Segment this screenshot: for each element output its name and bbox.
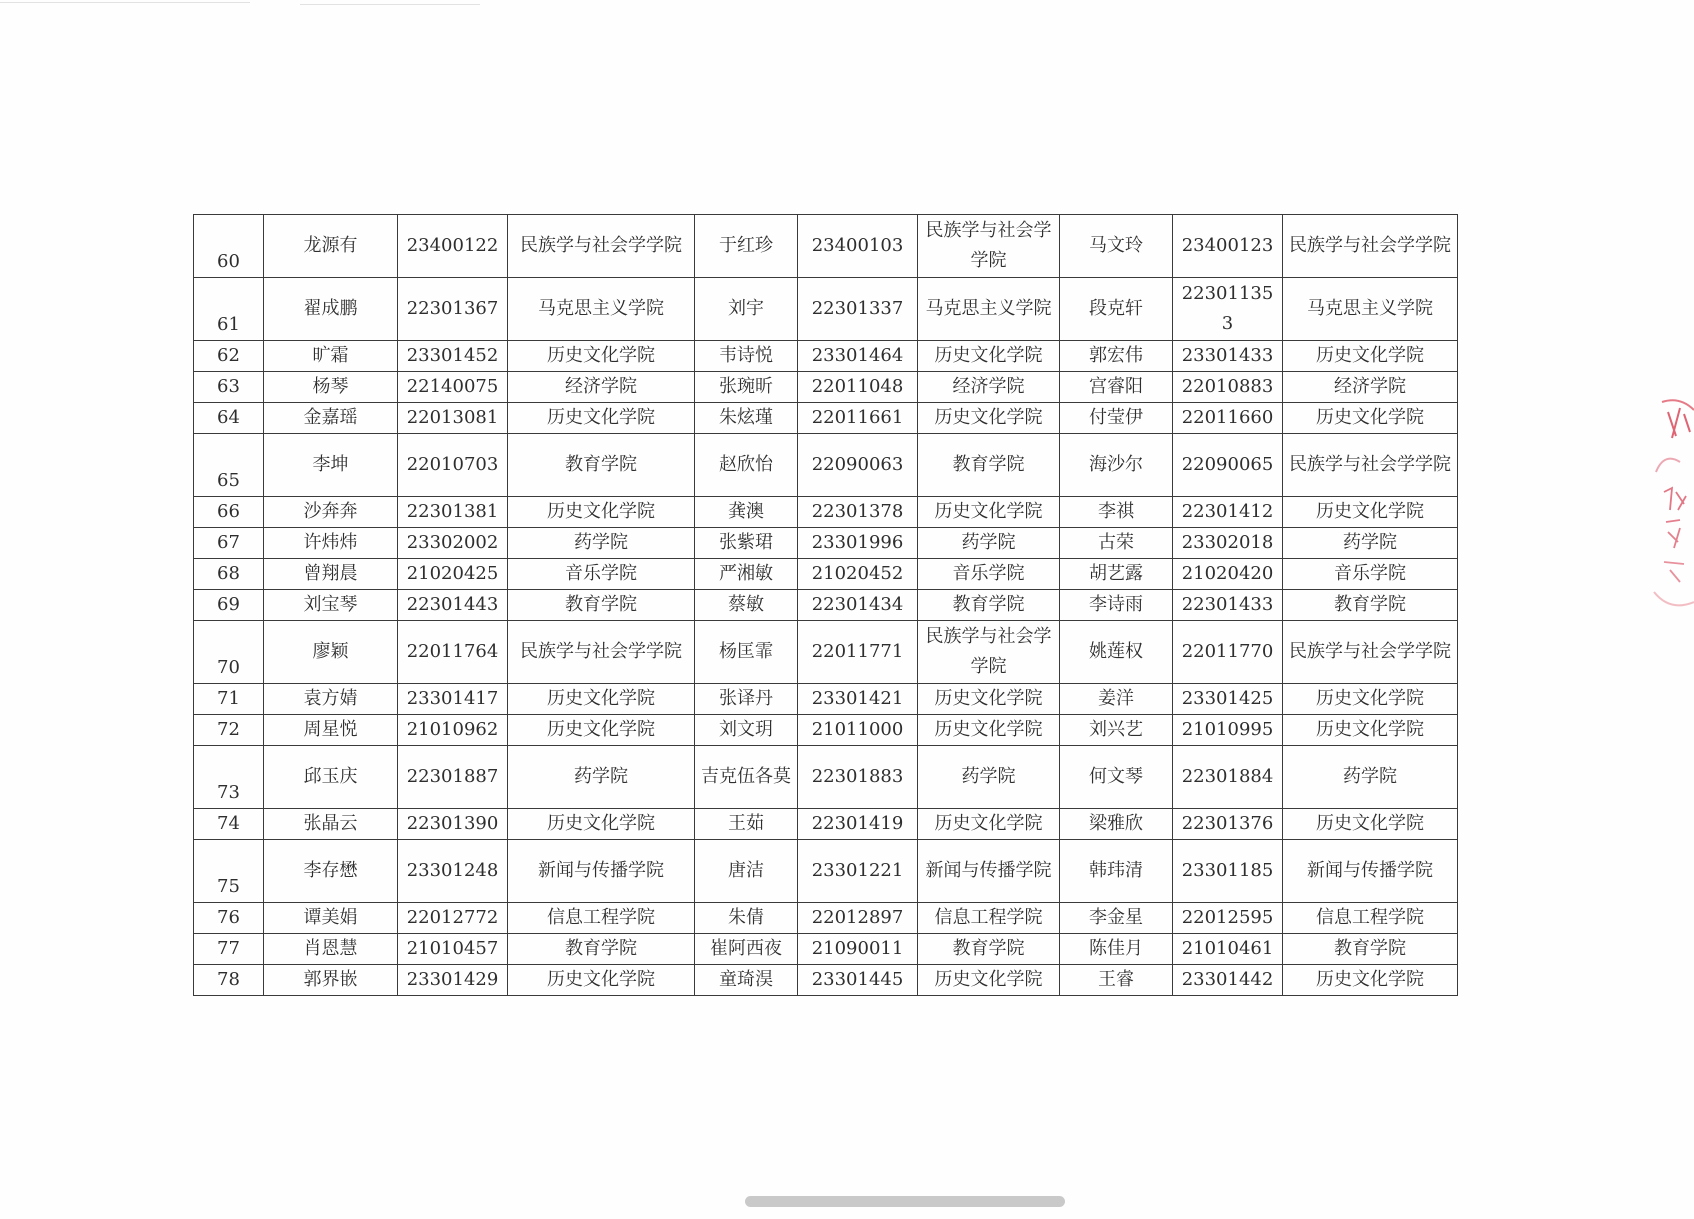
student-id-cell: 22090063 xyxy=(798,434,918,497)
college-cell: 民族学与社会学学院 xyxy=(508,215,695,278)
college-cell: 民族学与社会学学院 xyxy=(918,215,1060,278)
name-cell: 李坤 xyxy=(264,434,398,497)
student-id-cell: 22011661 xyxy=(798,403,918,434)
name-cell: 童琦淏 xyxy=(695,965,798,996)
name-cell: 刘兴艺 xyxy=(1060,715,1173,746)
college-cell: 教育学院 xyxy=(508,434,695,497)
college-cell: 音乐学院 xyxy=(1283,559,1458,590)
student-id-cell: 21010461 xyxy=(1173,934,1283,965)
name-cell: 韩玮清 xyxy=(1060,840,1173,903)
college-cell: 历史文化学院 xyxy=(918,497,1060,528)
table-row xyxy=(194,372,1458,403)
student-id-cell: 23301185 xyxy=(1173,840,1283,903)
name-cell: 张琬昕 xyxy=(695,372,798,403)
name-cell: 肖恩慧 xyxy=(264,934,398,965)
name-cell: 邱玉庆 xyxy=(264,746,398,809)
name-cell: 张紫珺 xyxy=(695,528,798,559)
student-id-cell: 22011771 xyxy=(798,621,918,684)
name-cell: 姚莲权 xyxy=(1060,621,1173,684)
table-row xyxy=(194,403,1458,434)
name-cell: 张晶云 xyxy=(264,809,398,840)
student-id-cell: 23400122 xyxy=(398,215,508,278)
college-cell: 马克思主义学院 xyxy=(508,278,695,341)
student-id-cell: 22301887 xyxy=(398,746,508,809)
student-id-cell: 23301445 xyxy=(798,965,918,996)
row-number-cell: 61 xyxy=(194,278,264,341)
scan-artifact xyxy=(0,2,250,3)
table-row xyxy=(194,559,1458,590)
name-cell: 旷霜 xyxy=(264,341,398,372)
table-row xyxy=(194,497,1458,528)
name-cell: 刘宝琴 xyxy=(264,590,398,621)
college-cell: 教育学院 xyxy=(918,590,1060,621)
college-cell: 历史文化学院 xyxy=(1283,341,1458,372)
college-cell: 历史文化学院 xyxy=(1283,809,1458,840)
row-number-cell: 60 xyxy=(194,215,264,278)
row-number-cell: 68 xyxy=(194,559,264,590)
name-cell: 王睿 xyxy=(1060,965,1173,996)
name-cell: 沙奔奔 xyxy=(264,497,398,528)
college-cell: 历史文化学院 xyxy=(1283,684,1458,715)
name-cell: 翟成鹏 xyxy=(264,278,398,341)
college-cell: 教育学院 xyxy=(1283,590,1458,621)
student-id-cell: 23301464 xyxy=(798,341,918,372)
student-id-cell: 22090065 xyxy=(1173,434,1283,497)
name-cell: 何文琴 xyxy=(1060,746,1173,809)
student-id-cell: 22301419 xyxy=(798,809,918,840)
college-cell: 历史文化学院 xyxy=(508,809,695,840)
row-number-cell: 70 xyxy=(194,621,264,684)
college-cell: 历史文化学院 xyxy=(918,403,1060,434)
student-id-cell: 22010883 xyxy=(1173,372,1283,403)
college-cell: 历史文化学院 xyxy=(918,965,1060,996)
table-row xyxy=(194,965,1458,996)
scroll-indicator[interactable] xyxy=(745,1196,1065,1207)
table-row xyxy=(194,934,1458,965)
college-cell: 新闻与传播学院 xyxy=(918,840,1060,903)
row-number-cell: 74 xyxy=(194,809,264,840)
college-cell: 音乐学院 xyxy=(508,559,695,590)
college-cell: 历史文化学院 xyxy=(508,715,695,746)
name-cell: 马文玲 xyxy=(1060,215,1173,278)
name-cell: 杨匡霏 xyxy=(695,621,798,684)
college-cell: 教育学院 xyxy=(508,934,695,965)
college-cell: 教育学院 xyxy=(918,434,1060,497)
table-row xyxy=(194,684,1458,715)
name-cell: 袁方婧 xyxy=(264,684,398,715)
name-cell: 严湘敏 xyxy=(695,559,798,590)
name-cell: 李金星 xyxy=(1060,903,1173,934)
college-cell: 历史文化学院 xyxy=(508,497,695,528)
student-id-cell: 22301378 xyxy=(798,497,918,528)
table-row xyxy=(194,715,1458,746)
row-number-cell: 67 xyxy=(194,528,264,559)
name-cell: 梁雅欣 xyxy=(1060,809,1173,840)
row-number-cell: 71 xyxy=(194,684,264,715)
college-cell: 马克思主义学院 xyxy=(1283,278,1458,341)
row-number-cell: 76 xyxy=(194,903,264,934)
name-cell: 张译丹 xyxy=(695,684,798,715)
student-id-cell: 22301390 xyxy=(398,809,508,840)
student-id-cell: 22012595 xyxy=(1173,903,1283,934)
table-row xyxy=(194,590,1458,621)
name-cell: 海沙尔 xyxy=(1060,434,1173,497)
college-cell: 历史文化学院 xyxy=(508,965,695,996)
student-id-cell: 22011660 xyxy=(1173,403,1283,434)
name-cell: 曾翔晨 xyxy=(264,559,398,590)
table-row xyxy=(194,809,1458,840)
name-cell: 姜洋 xyxy=(1060,684,1173,715)
scan-artifact xyxy=(300,4,480,5)
student-id-cell: 22012772 xyxy=(398,903,508,934)
student-id-cell: 22012897 xyxy=(798,903,918,934)
student-id-cell: 22140075 xyxy=(398,372,508,403)
name-cell: 赵欣怡 xyxy=(695,434,798,497)
college-cell: 民族学与社会学学院 xyxy=(1283,434,1458,497)
college-cell: 药学院 xyxy=(918,528,1060,559)
name-cell: 唐洁 xyxy=(695,840,798,903)
name-cell: 王茹 xyxy=(695,809,798,840)
table-row xyxy=(194,840,1458,903)
student-id-cell: 22011764 xyxy=(398,621,508,684)
student-id-cell: 23400103 xyxy=(798,215,918,278)
student-id-cell: 23301248 xyxy=(398,840,508,903)
college-cell: 教育学院 xyxy=(1283,934,1458,965)
student-id-cell: 21010995 xyxy=(1173,715,1283,746)
table-row xyxy=(194,746,1458,809)
student-id-cell: 21020420 xyxy=(1173,559,1283,590)
table-row xyxy=(194,903,1458,934)
college-cell: 药学院 xyxy=(508,528,695,559)
college-cell: 历史文化学院 xyxy=(1283,403,1458,434)
name-cell: 古荣 xyxy=(1060,528,1173,559)
name-cell: 廖颖 xyxy=(264,621,398,684)
name-cell: 段克轩 xyxy=(1060,278,1173,341)
college-cell: 药学院 xyxy=(508,746,695,809)
student-id-cell: 21011000 xyxy=(798,715,918,746)
college-cell: 历史文化学院 xyxy=(1283,497,1458,528)
student-id-cell: 21020452 xyxy=(798,559,918,590)
row-number-cell: 63 xyxy=(194,372,264,403)
student-id-cell: 22013081 xyxy=(398,403,508,434)
name-cell: 刘宇 xyxy=(695,278,798,341)
name-cell: 刘文玥 xyxy=(695,715,798,746)
college-cell: 教育学院 xyxy=(918,934,1060,965)
college-cell: 经济学院 xyxy=(508,372,695,403)
name-cell: 李存懋 xyxy=(264,840,398,903)
student-id-cell: 21090011 xyxy=(798,934,918,965)
name-cell: 李祺 xyxy=(1060,497,1173,528)
student-id-cell: 22011048 xyxy=(798,372,918,403)
college-cell: 信息工程学院 xyxy=(508,903,695,934)
table-row xyxy=(194,215,1458,278)
student-id-cell: 223011353 xyxy=(1173,278,1283,341)
name-cell: 陈佳月 xyxy=(1060,934,1173,965)
student-id-cell: 23400123 xyxy=(1173,215,1283,278)
name-cell: 朱倩 xyxy=(695,903,798,934)
student-id-cell: 22301433 xyxy=(1173,590,1283,621)
college-cell: 民族学与社会学学院 xyxy=(1283,621,1458,684)
row-number-cell: 66 xyxy=(194,497,264,528)
college-cell: 历史文化学院 xyxy=(508,684,695,715)
name-cell: 龚澳 xyxy=(695,497,798,528)
student-id-cell: 22301337 xyxy=(798,278,918,341)
college-cell: 药学院 xyxy=(1283,528,1458,559)
student-id-cell: 23302002 xyxy=(398,528,508,559)
name-cell: 蔡敏 xyxy=(695,590,798,621)
table-row xyxy=(194,341,1458,372)
roster-table xyxy=(193,214,1458,996)
student-id-cell: 22301367 xyxy=(398,278,508,341)
name-cell: 谭美娟 xyxy=(264,903,398,934)
name-cell: 龙源有 xyxy=(264,215,398,278)
row-number-cell: 62 xyxy=(194,341,264,372)
table-row xyxy=(194,278,1458,341)
college-cell: 历史文化学院 xyxy=(918,809,1060,840)
college-cell: 音乐学院 xyxy=(918,559,1060,590)
student-id-cell: 22301381 xyxy=(398,497,508,528)
college-cell: 民族学与社会学学院 xyxy=(508,621,695,684)
college-cell: 经济学院 xyxy=(918,372,1060,403)
name-cell: 吉克伍各莫 xyxy=(695,746,798,809)
student-id-cell: 21010457 xyxy=(398,934,508,965)
college-cell: 信息工程学院 xyxy=(918,903,1060,934)
student-id-cell: 23301429 xyxy=(398,965,508,996)
row-number-cell: 77 xyxy=(194,934,264,965)
roster-table-body xyxy=(194,215,1458,996)
name-cell: 郭界嵌 xyxy=(264,965,398,996)
college-cell: 信息工程学院 xyxy=(1283,903,1458,934)
student-id-cell: 21020425 xyxy=(398,559,508,590)
name-cell: 郭宏伟 xyxy=(1060,341,1173,372)
name-cell: 李诗雨 xyxy=(1060,590,1173,621)
row-number-cell: 69 xyxy=(194,590,264,621)
student-id-cell: 23301452 xyxy=(398,341,508,372)
table-row xyxy=(194,528,1458,559)
college-cell: 新闻与传播学院 xyxy=(1283,840,1458,903)
college-cell: 历史文化学院 xyxy=(1283,965,1458,996)
college-cell: 历史文化学院 xyxy=(918,684,1060,715)
college-cell: 经济学院 xyxy=(1283,372,1458,403)
table-row xyxy=(194,434,1458,497)
student-id-cell: 22301443 xyxy=(398,590,508,621)
college-cell: 历史文化学院 xyxy=(508,341,695,372)
college-cell: 民族学与社会学学院 xyxy=(1283,215,1458,278)
student-id-cell: 23301442 xyxy=(1173,965,1283,996)
row-number-cell: 65 xyxy=(194,434,264,497)
college-cell: 马克思主义学院 xyxy=(918,278,1060,341)
name-cell: 金嘉瑶 xyxy=(264,403,398,434)
college-cell: 药学院 xyxy=(918,746,1060,809)
college-cell: 历史文化学院 xyxy=(918,715,1060,746)
college-cell: 历史文化学院 xyxy=(1283,715,1458,746)
student-id-cell: 22010703 xyxy=(398,434,508,497)
name-cell: 宫睿阳 xyxy=(1060,372,1173,403)
college-cell: 民族学与社会学学院 xyxy=(918,621,1060,684)
student-id-cell: 23302018 xyxy=(1173,528,1283,559)
row-number-cell: 72 xyxy=(194,715,264,746)
student-id-cell: 22301434 xyxy=(798,590,918,621)
name-cell: 韦诗悦 xyxy=(695,341,798,372)
student-id-cell: 23301421 xyxy=(798,684,918,715)
college-cell: 新闻与传播学院 xyxy=(508,840,695,903)
student-id-cell: 23301417 xyxy=(398,684,508,715)
college-cell: 历史文化学院 xyxy=(918,341,1060,372)
name-cell: 许炜炜 xyxy=(264,528,398,559)
college-cell: 历史文化学院 xyxy=(508,403,695,434)
row-number-cell: 73 xyxy=(194,746,264,809)
college-cell: 药学院 xyxy=(1283,746,1458,809)
student-id-cell: 22301376 xyxy=(1173,809,1283,840)
name-cell: 胡艺露 xyxy=(1060,559,1173,590)
student-id-cell: 23301433 xyxy=(1173,341,1283,372)
name-cell: 朱炫瑾 xyxy=(695,403,798,434)
name-cell: 杨琴 xyxy=(264,372,398,403)
student-id-cell: 23301425 xyxy=(1173,684,1283,715)
row-number-cell: 75 xyxy=(194,840,264,903)
college-cell: 教育学院 xyxy=(508,590,695,621)
row-number-cell: 78 xyxy=(194,965,264,996)
student-id-cell: 22301883 xyxy=(798,746,918,809)
row-number-cell: 64 xyxy=(194,403,264,434)
student-id-cell: 22011770 xyxy=(1173,621,1283,684)
name-cell: 付莹伊 xyxy=(1060,403,1173,434)
red-seal-stamp xyxy=(1650,392,1694,632)
name-cell: 于红珍 xyxy=(695,215,798,278)
table-row xyxy=(194,621,1458,684)
name-cell: 崔阿西夜 xyxy=(695,934,798,965)
student-id-cell: 22301884 xyxy=(1173,746,1283,809)
student-id-cell: 23301996 xyxy=(798,528,918,559)
student-id-cell: 21010962 xyxy=(398,715,508,746)
student-id-cell: 23301221 xyxy=(798,840,918,903)
name-cell: 周星悦 xyxy=(264,715,398,746)
student-id-cell: 22301412 xyxy=(1173,497,1283,528)
seal-icon xyxy=(1650,392,1694,632)
